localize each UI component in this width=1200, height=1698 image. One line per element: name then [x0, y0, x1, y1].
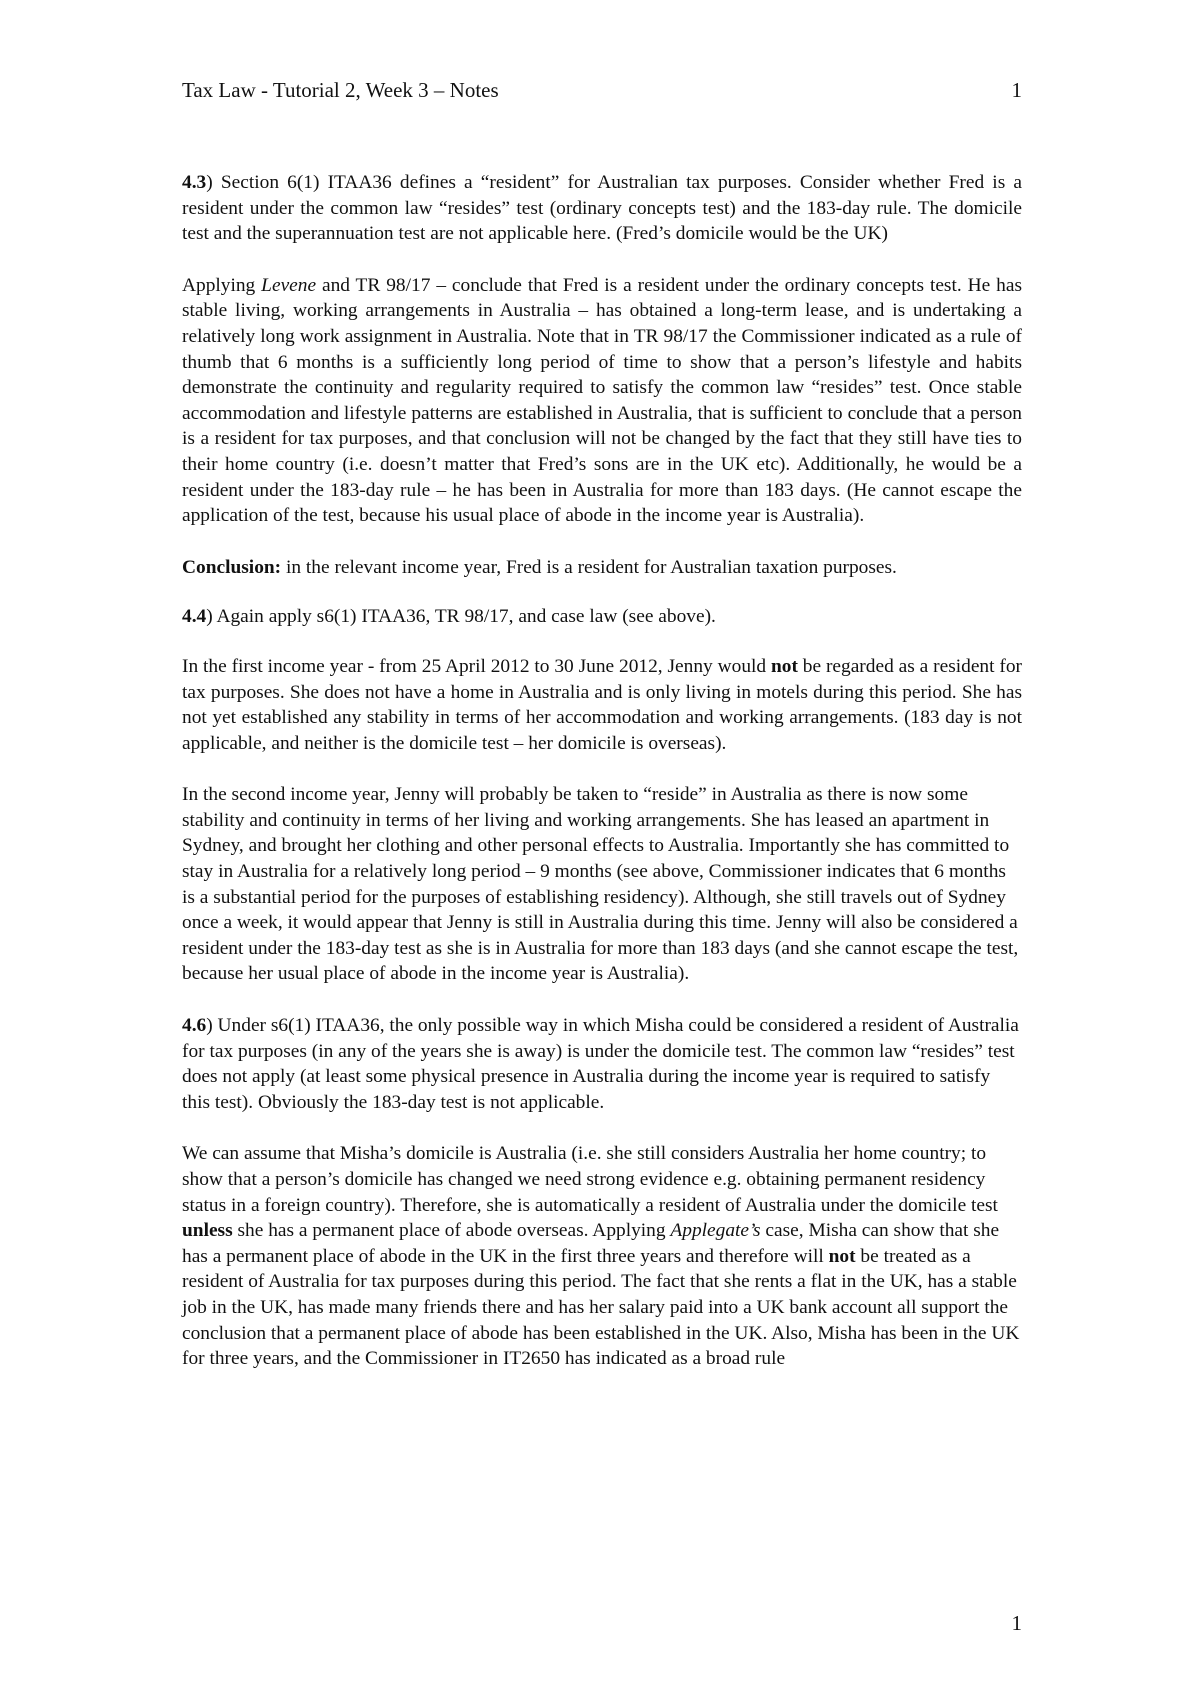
footer-page-number: 1: [1011, 1611, 1022, 1635]
paragraph-text: In the second income year, Jenny will probably be taken to “reside” in Australia as there is now some stability and continuity in terms of her living and working arrangements. She has leased an apartment in Sydney, and brought her clothing and other personal effects to Australia. Importantly she has committed to stay in Australia for a relatively long period – 9 months (see above, Commissioner indicates that 6 months is a substantial period for the purposes of establishing residency). Although, she still travels out of Sydney once a week, it would appear that Jenny is still in Australia during this time. Jenny will also be considered a resident under the 183-day test as she is in Australia for more than 183 days (and she cannot escape the test, because her usual place of abode in the income year is Australia).: [182, 784, 1019, 985]
paragraph-4-6: [182, 1013, 1022, 1115]
paragraph-text: and TR 98/17 – conclude that Fred is a resident under the ordinary concepts test. He has stable living, working arrangements in Australia – has obtained a long-term lease, and is undertaking a relatively long work assignment in Australia. Note that in TR 98/17 the Commissioner indicated as a rule of thumb that 6 months is a sufficiently long period of time to show that a person’s lifestyle and habits demonstrate the continuity and regularity required to satisfy the common law “resides” test. Once stable accommodation and lifestyle patterns are established in Australia, that is sufficient to conclude that a person is a resident for tax purposes, and that conclusion will not be changed by the fact that they still have ties to their home country (i.e. doesn’t matter that Fred’s sons are in the UK etc). Additionally, he would be a resident under the 183-day rule – he has been in Australia for more than 183 days. (He cannot escape the application of the test, because his usual place of abode in the income year is Australia).: [182, 274, 1022, 527]
page-header: [182, 74, 1022, 106]
paragraph-4-4-second-year: [182, 782, 1022, 987]
paragraph-text: be treated as a resident of Australia for tax purposes during this period. The fact that she rents a flat in the UK, has a stable job in the UK, has made many friends there and has her salary paid into a UK bank account all support the conclusion that a permanent place of abode has been established in the UK. Also, Misha has been in the UK for three years, and the Commissioner in IT2650 has indicated as a broad rule: [182, 1245, 1020, 1370]
paragraph-4-3-conclusion: [182, 555, 1022, 581]
paragraph-text: be regarded as a resident for tax purposes. She does not have a home in Australia and is only living in motels during this period. She has not yet established any stability in terms of her accommodation and working arrangements. (183 day is not applicable, and neither is the domicile test – her domicile is overseas).: [182, 655, 1022, 754]
paragraph-4-3: [182, 170, 1022, 247]
question-label: 4.4: [182, 606, 207, 628]
paragraph-4-3-applying: [182, 273, 1022, 529]
paragraph-text: ) Again apply s6(1) ITAA36, TR 98/17, and case law (see above).: [206, 606, 716, 628]
question-label: 4.6: [182, 1015, 207, 1037]
paragraph-text: case, Misha can show that she has a permanent place of abode in the UK in the first three years and therefore will: [182, 1220, 1000, 1267]
paragraph-text: Applying: [182, 274, 262, 296]
case-name: Levene: [261, 274, 317, 296]
header-page-number: 1: [1011, 78, 1022, 102]
paragraph-text: In the first income year - from 25 April 2012 to 30 June 2012, Jenny would: [182, 655, 771, 677]
header-title: Tax Law - Tutorial 2, Week 3 – Notes: [182, 78, 499, 102]
paragraph-text: in the relevant income year, Fred is a resident for Australian taxation purposes.: [281, 556, 897, 578]
conclusion-label: Conclusion:: [182, 556, 282, 578]
paragraph-4-6-domicile: [182, 1141, 1022, 1371]
paragraph-4-4-first-year: [182, 654, 1022, 756]
paragraph-text: ) Under s6(1) ITAA36, the only possible way in which Misha could be considered a resident of Australia for tax purposes (in any of the years she is away) is under the domicile test. The common law “resides” test does not apply (at least some physical presence in Australia during the income year is required to satisfy this test). Obviously the 183-day test is not applicable.: [182, 1015, 1019, 1113]
paragraph-text: We can assume that Misha’s domicile is Australia (i.e. she still considers Australia her home country; to show that a person’s domicile has changed we need strong evidence e.g. obtaining permanent residency status in a foreign country). Therefore, she is automatically a resident of Australia under the domicile test: [182, 1143, 998, 1216]
emphasis: not: [828, 1245, 856, 1267]
emphasis: unless: [182, 1220, 233, 1242]
case-name: Applegate’s: [670, 1220, 761, 1242]
question-label: 4.3: [182, 172, 207, 193]
paragraph-text: ) Section 6(1) ITAA36 defines a “resident” for Australian tax purposes. Consider whether Fred is a resident under the common law “resides” test (ordinary concepts test) and the 183-day rule. The domicile test and the superannuation test are not applicable here. (Fred’s domicile would be the UK): [182, 172, 1022, 245]
emphasis: not: [770, 655, 798, 677]
document-body: [182, 170, 1022, 1398]
paragraph-4-4: [182, 604, 1022, 630]
paragraph-text: she has a permanent place of abode overseas. Applying: [232, 1220, 671, 1242]
